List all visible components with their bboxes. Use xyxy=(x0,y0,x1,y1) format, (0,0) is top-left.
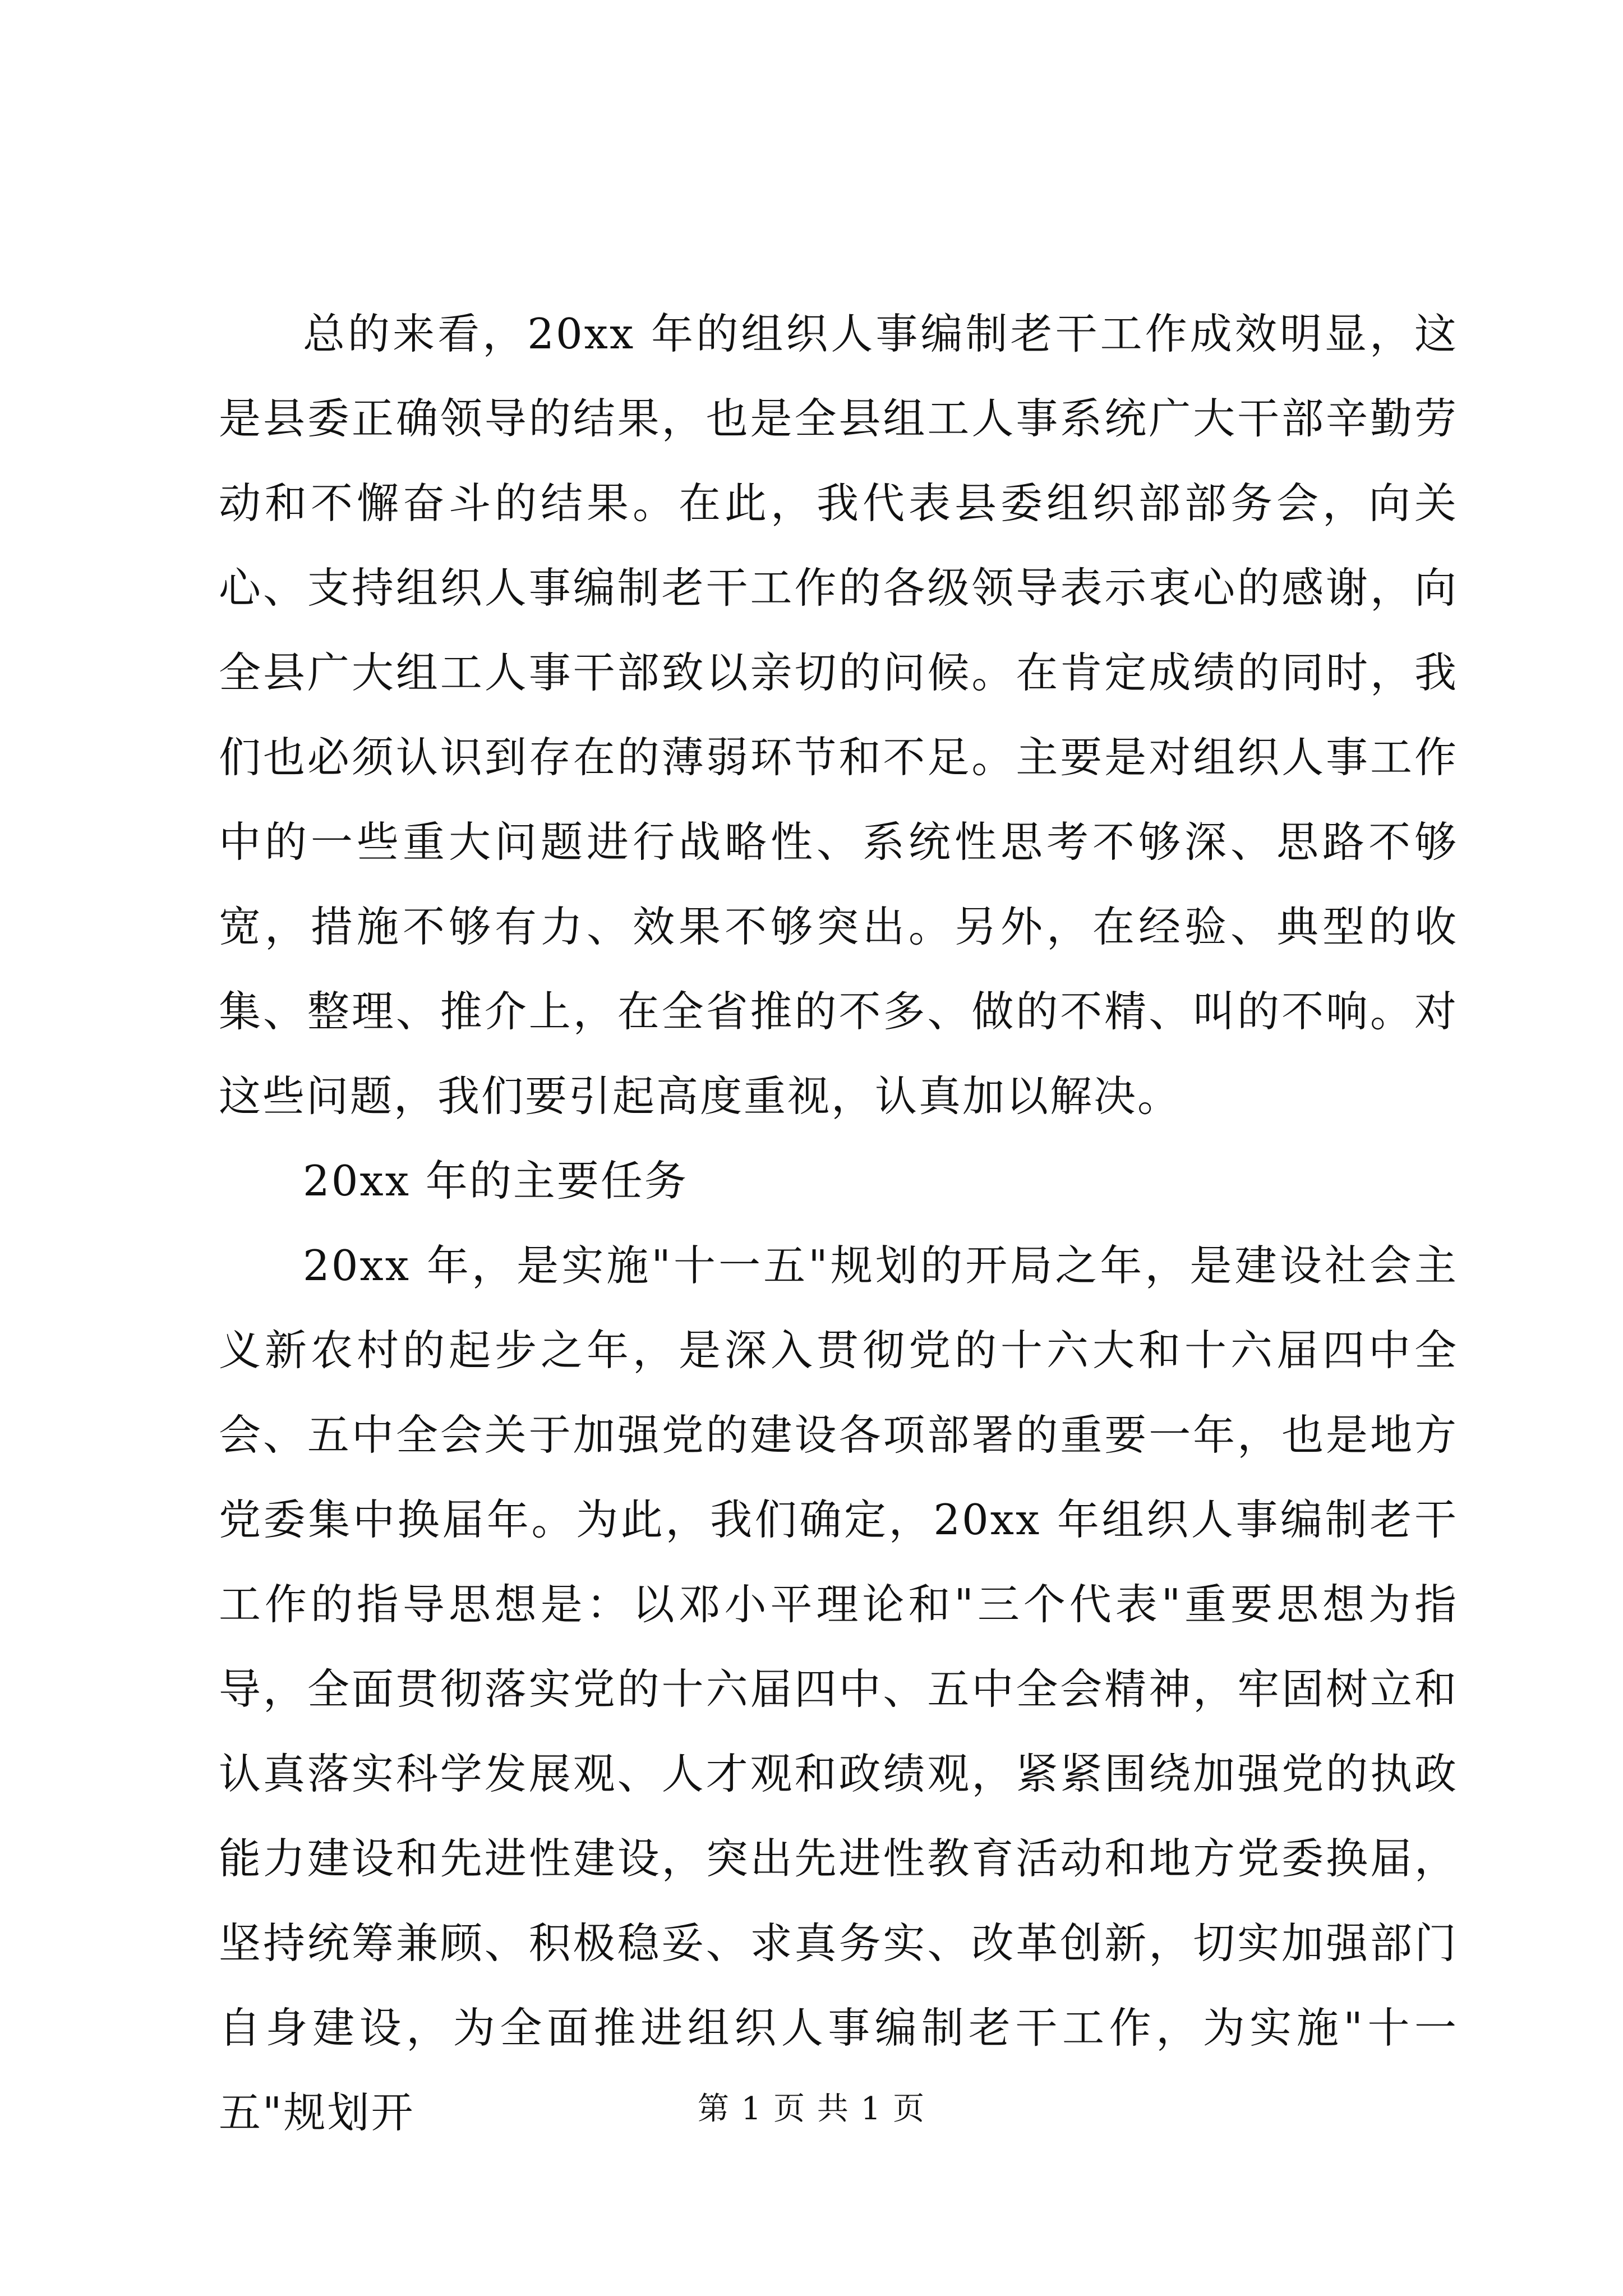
section-heading-main-tasks: 20xx 年的主要任务 xyxy=(303,1156,688,1205)
document-body xyxy=(219,292,1458,2155)
paragraph-summary: 总的来看，20xx 年的组织人事编制老干工作成效明显，这是县委正确领导的结果，也是全县组工人事系统广大干部辛勤劳动和不懈奋斗的结果。在此，我代表县委组织部部务会，向关心、支持组织人事编制老干工作的各级领导表示衷心的感谢，向全县广大组工人事干部致以亲切的问候。在肯定成绩的同时，我们也必须认识到存在的薄弱环节和不足。主要是对组织人事工作中的一些重大问题进行战略性、系统性思考不够深、思路不够宽，措施不够有力、效果不够突出。另外，在经验、典型的收集、整理、推介上，在全省推的不多、做的不精、叫的不响。对这些问题，我们要引起高度重视，认真加以解决。 xyxy=(219,309,1458,1121)
paragraph-guiding-thought: 20xx 年，是实施"十一五"规划的开局之年，是建设社会主义新农村的起步之年，是深入贯彻党的十六大和十六届四中全会、五中全会关于加强党的建设各项部署的重要一年，也是地方党委集中换届年。为此，我们确定，20xx 年组织人事编制老干工作的指导思想是：以邓小平理论和"三个代表"重要思想为指导，全面贯彻落实党的十六届四中、五中全会精神，牢固树立和认真落实科学发展观、人才观和政绩观，紧紧围绕加强党的执政能力建设和先进性建设，突出先进性教育活动和地方党委换届，坚持统筹兼顾、积极稳妥、求真务实、改革创新，切实加强部门自身建设，为全面推进组织人事编制老干工作，为实施"十一五"规划开 xyxy=(219,1241,1458,2137)
page-footer: 第 1 页 共 1 页 xyxy=(697,2091,926,2127)
